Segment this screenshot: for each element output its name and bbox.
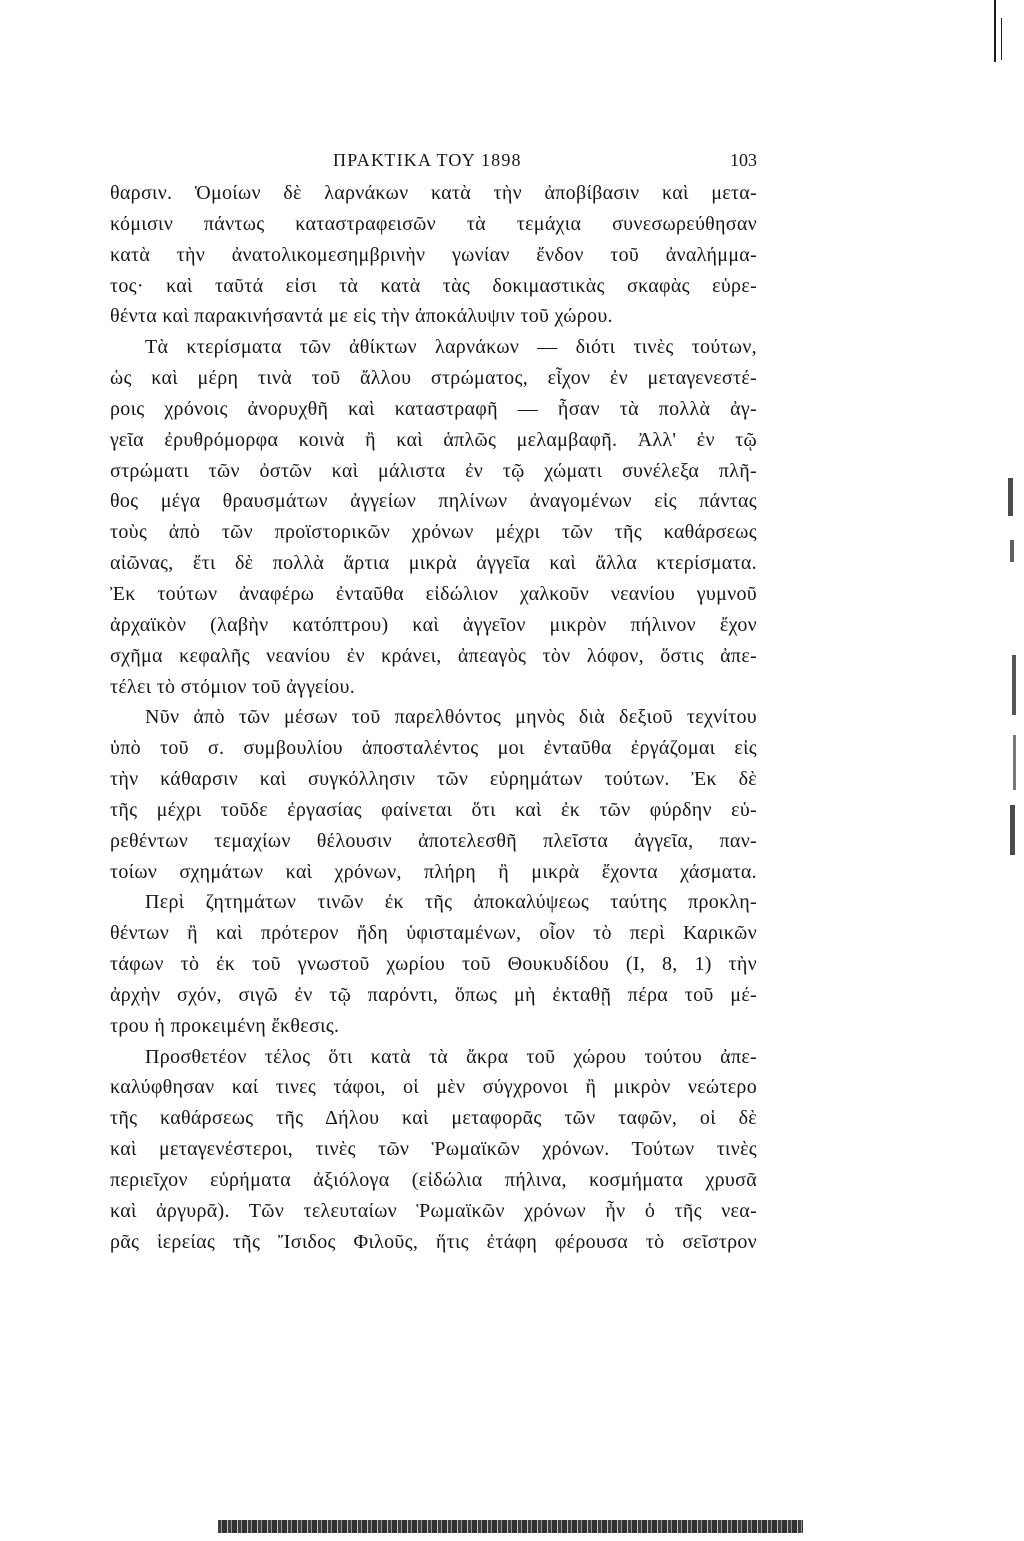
text-line: θέντα καὶ παρακινήσαντά με εἰς τὴν ἀποκάλυψιν τοῦ χώρου. xyxy=(110,305,613,328)
text-line: τὴν κάθαρσιν καὶ συγκόλλησιν τῶν εὑρημάτων τούτων. Ἐκ δὲ xyxy=(110,768,757,791)
text-line: τος· καὶ ταῦτά εἰσι τὰ κατὰ τὰς δοκιμαστικὰς σκαφὰς εὑρε- xyxy=(110,274,757,297)
text-line: ἀρχαϊκὸν (λαβὴν κατόπτρου) καὶ ἀγγεῖον μικρὸν πήλινον ἔχον xyxy=(110,613,757,636)
text-line: τῆς καθάρσεως τῆς Δήλου καὶ μεταφορᾶς τῶν ταφῶν, οἱ δὲ xyxy=(110,1107,757,1130)
text-line: καὶ μεταγενέστεροι, τινὲς τῶν Ῥωμαϊκῶν χρόνων. Τούτων τινὲς xyxy=(110,1138,757,1161)
text-line: ὡς καὶ μέρη τινὰ τοῦ ἄλλου στρώματος, εἶχον ἐν μεταγενεστέ- xyxy=(110,367,757,390)
running-title: ΠΡΑΚΤΙΚΑ ΤΟΥ 1898 xyxy=(333,150,522,170)
scan-artifact xyxy=(1001,18,1002,60)
text-line: καλύφθησαν καί τινες τάφοι, οἱ μὲν σύγχρονοι ἢ μικρὸν νεώτερο xyxy=(110,1076,757,1099)
text-line: Περὶ ζητημάτων τινῶν ἐκ τῆς ἀποκαλύψεως ταύτης προκλη- xyxy=(145,891,757,914)
text-line: καὶ ἀργυρᾶ). Τῶν τελευταίων Ῥωμαϊκῶν χρόνων ἦν ὁ τῆς νεα- xyxy=(110,1199,757,1222)
text-line: Ἐκ τούτων ἀναφέρω ἐνταῦθα εἰδώλιον χαλκοῦν νεανίου γυμνοῦ xyxy=(110,582,757,605)
scan-artifact xyxy=(994,0,996,62)
text-line: Τὰ κτερίσματα τῶν ἀθίκτων λαρνάκων — διότι τινὲς τούτων, xyxy=(145,336,757,359)
text-line: τῆς μέχρι τοῦδε ἐργασίας φαίνεται ὅτι καὶ ἐκ τῶν φύρδην εὑ- xyxy=(110,798,757,821)
text-line: σχῆμα κεφαλῆς νεανίου ἐν κράνει, ἀπεαγὸς τὸν λόφον, ὅστις ἀπε- xyxy=(110,644,757,667)
body-text xyxy=(110,178,757,1258)
text-line: αἰῶνας, ἔτι δὲ πολλὰ ἄρτια μικρὰ ἀγγεῖα καὶ ἄλλα κτερίσματα. xyxy=(110,552,757,575)
scan-artifact xyxy=(1010,540,1014,562)
text-line: κατὰ τὴν ἀνατολικομεσημβρινὴν γωνίαν ἔνδον τοῦ ἀναλήμμα- xyxy=(110,243,757,266)
text-line: τρου ἡ προκειμένη ἔκθεσις. xyxy=(110,1014,340,1037)
text-line: κόμισιν πάντως καταστραφεισῶν τὰ τεμάχια συνεσωρεύθησαν xyxy=(110,212,757,235)
page-number: 103 xyxy=(730,150,757,170)
text-line: ρεθέντων τεμαχίων θέλουσιν ἀποτελεσθῆ πλεῖστα ἀγγεῖα, παν- xyxy=(110,829,757,852)
scan-artifact xyxy=(1008,478,1013,516)
text-line: ροις χρόνοις ἀνορυχθῆ καὶ καταστραφῆ — ἦσαν τὰ πολλὰ ἀγ- xyxy=(110,397,757,420)
text-line: τοὺς ἀπὸ τῶν προϊστορικῶν χρόνων μέχρι τῶν τῆς καθάρσεως xyxy=(110,521,757,544)
text-line: ρᾶς ἱερείας τῆς Ἴσιδος Φιλοῦς, ἥτις ἐτάφη φέρουσα τὸ σεῖστρον xyxy=(110,1230,757,1253)
text-line: τοίων σχημάτων καὶ χρόνων, πλήρη ἢ μικρὰ ἔχοντα χάσματα. xyxy=(110,860,757,883)
text-line: περιεῖχον εὑρήματα ἀξιόλογα (εἰδώλια πήλινα, κοσμήματα χρυσᾶ xyxy=(110,1169,757,1191)
text-line: γεῖα ἐρυθρόμορφα κοινὰ ἢ καὶ ἁπλῶς μελαμβαφῆ. Ἀλλ' ἐν τῷ xyxy=(110,428,757,451)
text-line: τάφων τὸ ἐκ τοῦ γνωστοῦ χωρίου τοῦ Θουκυδίδου (Ι, 8, 1) τὴν xyxy=(110,953,757,976)
text-line: ὑπὸ τοῦ σ. συμβουλίου ἀποσταλέντος μοι ἐνταῦθα ἐργάζομαι εἰς xyxy=(110,737,757,760)
text-line: στρώματι τῶν ὀστῶν καὶ μάλιστα ἐν τῷ χώματι συνέλεξα πλῆ- xyxy=(110,459,757,482)
scan-artifact xyxy=(1012,655,1016,715)
scan-artifact xyxy=(1010,805,1015,855)
text-line: τέλει τὸ στόμιον τοῦ ἀγγείου. xyxy=(110,675,356,698)
text-line: Προσθετέον τέλος ὅτι κατὰ τὰ ἄκρα τοῦ χώρου τούτου ἀπε- xyxy=(145,1045,757,1068)
text-line: θαρσιν. Ὁμοίων δὲ λαρνάκων κατὰ τὴν ἀποβίβασιν καὶ μετα- xyxy=(110,182,757,204)
scan-artifact xyxy=(1013,735,1016,790)
text-line: θέντων ἢ καὶ πρότερον ἤδη ὑφισταμένων, οἷον τὸ περὶ Καρικῶν xyxy=(110,922,757,945)
scan-artifact xyxy=(218,1520,803,1533)
text-line: θος μέγα θραυσμάτων ἀγγείων πηλίνων ἀναγομένων εἰς πάντας xyxy=(110,490,757,513)
text-line: Νῦν ἀπὸ τῶν μέσων τοῦ παρελθόντος μηνὸς διὰ δεξιοῦ τεχνίτου xyxy=(145,706,757,729)
text-line: ἀρχὴν σχόν, σιγῶ ἐν τῷ παρόντι, ὅπως μὴ ἐκταθῇ πέρα τοῦ μέ- xyxy=(110,983,757,1006)
